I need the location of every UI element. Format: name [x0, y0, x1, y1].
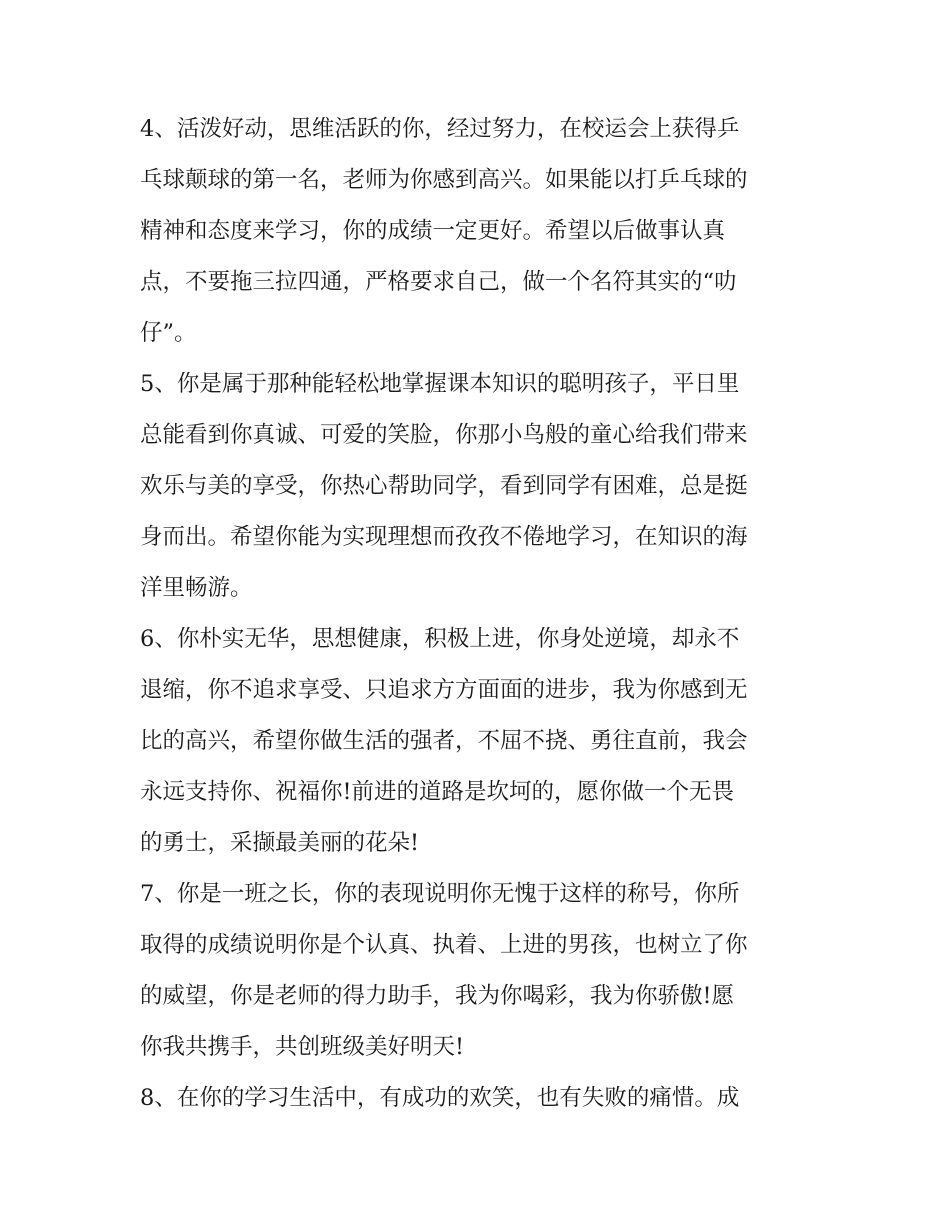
text-line: 永远支持你、祝福你!前进的道路是坎坷的，愿你做一个无畏 [140, 779, 735, 805]
text-line: 6、你朴实无华，思想健康，积极上进，你身处逆境，却永不 [140, 626, 740, 652]
comment-text-block [140, 104, 820, 1124]
text-line: 比的高兴，希望你做生活的强者，不屈不挠、勇往直前，我会 [140, 728, 748, 754]
text-line: 5、你是属于那种能轻松地掌握课本知识的聪明孩子，平日里 [140, 371, 740, 397]
text-line: 乓球颠球的第一名，老师为你感到高兴。如果能以打乒乓球的 [140, 167, 748, 193]
text-line: 7、你是一班之长，你的表现说明你无愧于这样的称号，你所 [140, 881, 740, 907]
text-line: 的勇士，采撷最美丽的花朵! [140, 830, 420, 856]
text-line: 洋里畅游。 [140, 575, 253, 601]
text-line: 取得的成绩说明你是个认真、执着、上进的男孩，也树立了你 [140, 932, 748, 958]
text-line: 身而出。希望你能为实现理想而孜孜不倦地学习，在知识的海 [140, 524, 748, 550]
text-line: 总能看到你真诚、可爱的笑脸，你那小鸟般的童心给我们带来 [140, 422, 748, 448]
text-line: 8、在你的学习生活中，有成功的欢笑，也有失败的痛惜。成 [140, 1085, 740, 1111]
text-line: 欢乐与美的享受，你热心帮助同学，看到同学有困难，总是挺 [140, 473, 748, 499]
text-line: 精神和态度来学习，你的成绩一定更好。希望以后做事认真 [140, 218, 726, 244]
text-line: 点，不要拖三拉四通，严格要求自己，做一个名符其实的“叻 [140, 269, 737, 295]
text-line: 你我共携手，共创班级美好明天! [140, 1034, 465, 1060]
text-line: 仔”。 [140, 320, 197, 346]
text-line: 退缩，你不追求享受、只追求方方面面的进步，我为你感到无 [140, 677, 748, 703]
text-line: 4、活泼好动，思维活跃的你，经过努力，在校运会上获得乒 [140, 116, 740, 142]
text-line: 的威望，你是老师的得力助手，我为你喝彩，我为你骄傲!愿 [140, 983, 735, 1009]
